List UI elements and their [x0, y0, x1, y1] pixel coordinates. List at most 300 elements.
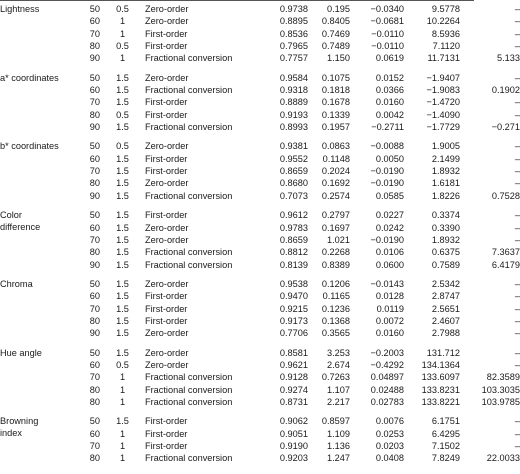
model-cell: Fractional conversion: [145, 396, 233, 407]
r2-cell: 0.9051: [279, 428, 308, 439]
time-cell: 1.5: [116, 416, 129, 427]
property-label: b* coordinates: [0, 141, 59, 152]
stat-cell: 0.0050: [375, 153, 404, 164]
extra-cell: 7.3637: [491, 247, 520, 258]
r2-cell: 0.9173: [279, 315, 308, 326]
rate-cell: 3.253: [327, 347, 350, 358]
temperature-cell: 50: [89, 4, 100, 14]
extra-cell: –: [514, 166, 520, 177]
extra-cell: 82.3589: [486, 372, 520, 383]
extra-cell: –: [514, 210, 520, 221]
rate-cell: 0.7263: [321, 372, 350, 383]
extra-cell: –: [514, 441, 520, 451]
table-row: [0, 396, 520, 408]
model-cell: Zero-order: [145, 359, 189, 370]
rate-cell: 0.2024: [321, 166, 350, 177]
table-row: [0, 347, 520, 359]
time-cell: 1.5: [116, 178, 129, 189]
param-cell: 2.5342: [431, 278, 460, 289]
table-row: [0, 177, 520, 189]
model-cell: First-order: [145, 416, 188, 427]
table-row: [0, 259, 520, 271]
r2-cell: 0.9190: [279, 441, 308, 451]
temperature-cell: 80: [89, 109, 100, 120]
r2-cell: 0.9381: [279, 141, 308, 152]
extra-cell: 6.4179: [491, 259, 520, 270]
group-spacer: [0, 408, 520, 415]
extra-cell: –: [514, 347, 520, 358]
stat-cell: 0.0600: [375, 259, 404, 270]
time-cell: 0.5: [116, 359, 129, 370]
property-cell: [0, 359, 62, 371]
group-spacer: [0, 133, 520, 140]
stat-cell: −0.0088: [370, 141, 404, 152]
model-cell: First-order: [145, 97, 188, 108]
model-cell: First-order: [145, 315, 188, 326]
time-cell: 1.5: [116, 72, 129, 83]
r2-cell: 0.9318: [279, 85, 308, 96]
time-cell: 0.5: [116, 109, 129, 120]
property-cell: [0, 440, 62, 452]
model-cell: First-order: [145, 153, 188, 164]
time-cell: 1.5: [116, 234, 129, 245]
property-label: Lightness: [0, 4, 40, 14]
r2-cell: 0.8993: [279, 122, 308, 133]
stat-cell: 0.02488: [370, 384, 404, 395]
table-row: [0, 109, 520, 121]
stat-cell: −0.0190: [370, 178, 404, 189]
table-row: [0, 209, 520, 221]
property-cell: [0, 28, 62, 40]
param-cell: 0.3390: [431, 222, 460, 233]
property-cell: [0, 290, 62, 302]
param-cell: 133.8221: [421, 396, 460, 407]
property-cell: [0, 371, 62, 383]
temperature-cell: 90: [89, 122, 100, 133]
time-cell: 1.5: [116, 347, 129, 358]
temperature-cell: 70: [89, 28, 100, 39]
temperature-cell: 50: [89, 278, 100, 289]
property-label: a* coordinates: [0, 72, 59, 83]
param-cell: 2.7988: [431, 328, 460, 339]
stat-cell: 0.0160: [375, 328, 404, 339]
param-cell: 133.8231: [421, 384, 460, 395]
rate-cell: 0.1697: [321, 222, 350, 233]
time-cell: 1.5: [116, 210, 129, 221]
property-cell: [0, 396, 62, 408]
time-cell: 1.5: [116, 259, 129, 270]
rate-cell: 0.7469: [321, 28, 350, 39]
stat-cell: 0.0072: [375, 315, 404, 326]
rate-cell: 0.8389: [321, 259, 350, 270]
stat-cell: 0.0106: [375, 247, 404, 258]
r2-cell: 0.9783: [279, 222, 308, 233]
table-row: [0, 96, 520, 108]
time-cell: 0.5: [116, 4, 129, 14]
table-row: [0, 290, 520, 302]
stat-cell: 0.0585: [375, 190, 404, 201]
extra-cell: –: [514, 291, 520, 302]
rate-cell: 0.1206: [321, 278, 350, 289]
model-cell: First-order: [145, 441, 188, 451]
r2-cell: 0.9584: [279, 72, 308, 83]
rate-cell: 0.1818: [321, 85, 350, 96]
rate-cell: 0.0863: [321, 141, 350, 152]
time-cell: 1: [119, 372, 126, 383]
r2-cell: 0.9470: [279, 291, 308, 302]
rate-cell: 2.674: [327, 359, 350, 370]
param-cell: −1.9407: [426, 72, 460, 83]
property-cell: [0, 140, 62, 152]
property-cell: [0, 278, 62, 290]
group-spacer: [0, 202, 520, 209]
temperature-cell: 60: [89, 291, 100, 302]
param-cell: 9.5778: [431, 4, 460, 14]
time-cell: 1.5: [116, 247, 129, 258]
rate-cell: 1.247: [327, 453, 350, 464]
r2-cell: 0.9062: [279, 416, 308, 427]
extra-cell: 103.9785: [481, 396, 520, 407]
stat-cell: 0.04897: [370, 372, 404, 383]
model-cell: Fractional conversion: [145, 453, 233, 464]
group-spacer: [0, 271, 520, 278]
r2-cell: 0.7073: [279, 190, 308, 201]
property-cell: [0, 234, 62, 246]
table-row: [0, 15, 520, 27]
table-row: [0, 415, 520, 427]
table-row: [0, 165, 520, 177]
temperature-cell: 60: [89, 85, 100, 96]
stat-cell: 0.0042: [375, 109, 404, 120]
extra-cell: –: [514, 359, 520, 370]
property-cell: [0, 209, 62, 233]
stat-cell: 0.0242: [375, 222, 404, 233]
property-cell: [0, 3, 62, 15]
extra-cell: −0.271: [491, 122, 520, 133]
stat-cell: −0.0110: [371, 28, 404, 39]
rate-cell: 0.1957: [321, 122, 350, 133]
r2-cell: 0.8659: [279, 166, 308, 177]
extra-cell: 5.133: [497, 53, 520, 64]
model-cell: Zero-order: [145, 278, 189, 289]
stat-cell: −0.0340: [370, 4, 404, 14]
time-cell: 1.5: [116, 315, 129, 326]
extra-cell: –: [514, 153, 520, 164]
rate-cell: 2.217: [327, 396, 350, 407]
stat-cell: 0.02783: [370, 396, 404, 407]
rate-cell: 0.1075: [321, 72, 350, 83]
rate-cell: 0.1692: [321, 178, 350, 189]
extra-cell: 103.3035: [481, 384, 520, 395]
extra-cell: –: [514, 72, 520, 83]
rate-cell: 0.1678: [321, 97, 350, 108]
r2-cell: 0.8731: [279, 396, 308, 407]
table-row: [0, 84, 520, 96]
param-cell: 2.5651: [431, 303, 460, 314]
stat-cell: 0.0076: [375, 416, 404, 427]
table-row: [0, 234, 520, 246]
time-cell: 0.5: [116, 41, 129, 52]
temperature-cell: 60: [89, 359, 100, 370]
extra-cell: –: [514, 28, 520, 39]
model-cell: Zero-order: [145, 141, 189, 152]
param-cell: 1.9005: [431, 141, 460, 152]
extra-cell: –: [514, 278, 520, 289]
table-row: [0, 28, 520, 40]
table-top-rule: [0, 0, 474, 1]
rate-cell: 0.3565: [321, 328, 350, 339]
r2-cell: 0.8680: [279, 178, 308, 189]
model-cell: Zero-order: [145, 328, 189, 339]
model-cell: First-order: [145, 109, 188, 120]
temperature-cell: 70: [89, 303, 100, 314]
time-cell: 1.5: [116, 97, 129, 108]
rate-cell: 0.1236: [321, 303, 350, 314]
temperature-cell: 50: [89, 416, 100, 427]
property-cell: [0, 40, 62, 52]
time-cell: 1.5: [116, 166, 129, 177]
r2-cell: 0.7706: [279, 328, 308, 339]
table-row: [0, 3, 520, 15]
stat-cell: −0.4292: [370, 359, 404, 370]
r2-cell: 0.7965: [279, 41, 308, 52]
table-row: [0, 278, 520, 290]
extra-cell: –: [514, 97, 520, 108]
param-cell: 133.6097: [421, 372, 460, 383]
table-row: [0, 452, 520, 464]
model-cell: First-order: [145, 428, 188, 439]
model-cell: Fractional conversion: [145, 372, 233, 383]
table-body: [0, 3, 520, 465]
temperature-cell: 60: [89, 222, 100, 233]
property-cell: [0, 415, 62, 439]
property-cell: [0, 452, 62, 464]
rate-cell: 0.195: [327, 4, 350, 14]
property-cell: [0, 153, 62, 165]
stat-cell: −0.0110: [371, 41, 404, 52]
model-cell: Zero-order: [145, 178, 189, 189]
r2-cell: 0.7757: [279, 53, 308, 64]
temperature-cell: 60: [89, 16, 100, 27]
time-cell: 1: [119, 384, 126, 395]
time-cell: 1.5: [116, 153, 129, 164]
rate-cell: 0.2574: [321, 190, 350, 201]
param-cell: 1.8226: [431, 190, 460, 201]
extra-cell: 0.1902: [491, 85, 520, 96]
param-cell: 134.1364: [421, 359, 460, 370]
r2-cell: 0.8812: [279, 247, 308, 258]
r2-cell: 0.9203: [279, 453, 308, 464]
param-cell: 0.6375: [431, 247, 460, 258]
temperature-cell: 60: [89, 428, 100, 439]
model-cell: Zero-order: [145, 4, 189, 14]
temperature-cell: 50: [89, 210, 100, 221]
rate-cell: 0.7489: [321, 41, 350, 52]
temperature-cell: 80: [89, 178, 100, 189]
table-row: [0, 222, 520, 234]
r2-cell: 0.8139: [279, 259, 308, 270]
param-cell: −1.4090: [426, 109, 460, 120]
param-cell: 1.6181: [431, 178, 460, 189]
extra-cell: –: [514, 109, 520, 120]
temperature-cell: 70: [89, 97, 100, 108]
property-label: Chroma: [0, 278, 33, 289]
group-spacer: [0, 340, 520, 347]
stat-cell: 0.0119: [376, 303, 404, 314]
temperature-cell: 70: [89, 234, 100, 245]
table-row: [0, 153, 520, 165]
param-cell: 0.7589: [431, 259, 460, 270]
param-cell: 1.8932: [431, 234, 460, 245]
rate-cell: 0.2268: [321, 247, 350, 258]
model-cell: Zero-order: [145, 222, 189, 233]
temperature-cell: 70: [89, 166, 100, 177]
extra-cell: –: [514, 41, 520, 52]
extra-cell: –: [514, 16, 520, 27]
extra-cell: –: [514, 315, 520, 326]
time-cell: 1.5: [116, 303, 129, 314]
stat-cell: −0.0190: [370, 234, 404, 245]
table-row: [0, 327, 520, 339]
model-cell: Zero-order: [145, 72, 189, 83]
time-cell: 1: [119, 53, 126, 64]
param-cell: 131.712: [426, 347, 460, 358]
extra-cell: –: [514, 328, 520, 339]
time-cell: 1: [119, 428, 126, 439]
property-cell: [0, 15, 62, 27]
temperature-cell: 60: [89, 153, 100, 164]
property-cell: [0, 177, 62, 189]
param-cell: 2.4607: [431, 315, 460, 326]
stat-cell: 0.0152: [375, 72, 404, 83]
property-cell: [0, 315, 62, 327]
r2-cell: 0.9621: [279, 359, 308, 370]
param-cell: 11.7131: [427, 53, 460, 64]
param-cell: 7.8249: [431, 453, 460, 464]
temperature-cell: 50: [89, 141, 100, 152]
time-cell: 1: [119, 16, 126, 27]
property-label: Browning index: [0, 416, 39, 439]
rate-cell: 0.2797: [321, 210, 350, 221]
r2-cell: 0.8536: [279, 28, 308, 39]
rate-cell: 0.1165: [322, 291, 350, 302]
time-cell: 1.5: [116, 291, 129, 302]
rate-cell: 0.1368: [321, 315, 350, 326]
rate-cell: 1.136: [327, 441, 350, 451]
param-cell: −1.4720: [426, 97, 460, 108]
model-cell: Zero-order: [145, 16, 189, 27]
r2-cell: 0.9612: [279, 210, 308, 221]
table-row: [0, 140, 520, 152]
property-cell: [0, 121, 62, 133]
temperature-cell: 50: [89, 72, 100, 83]
r2-cell: 0.9193: [279, 109, 308, 120]
time-cell: 1.5: [116, 328, 129, 339]
extra-cell: –: [514, 178, 520, 189]
rate-cell: 1.109: [327, 428, 350, 439]
time-cell: 1.5: [116, 222, 129, 233]
stat-cell: 0.0160: [375, 97, 404, 108]
model-cell: Fractional conversion: [145, 122, 233, 133]
rate-cell: 1.107: [327, 384, 350, 395]
temperature-cell: 80: [89, 247, 100, 258]
stat-cell: −0.0681: [370, 16, 404, 27]
param-cell: 2.8747: [431, 291, 460, 302]
temperature-cell: 90: [89, 53, 100, 64]
r2-cell: 0.9274: [279, 384, 308, 395]
stat-cell: 0.0203: [375, 441, 404, 451]
r2-cell: 0.8895: [279, 16, 308, 27]
param-cell: 8.5936: [431, 28, 460, 39]
stat-cell: 0.0128: [375, 291, 404, 302]
table-row: [0, 52, 520, 64]
model-cell: Zero-order: [145, 234, 189, 245]
property-cell: [0, 52, 62, 64]
property-cell: [0, 72, 62, 84]
table-row: [0, 190, 520, 202]
stat-cell: 0.0408: [375, 453, 404, 464]
r2-cell: 0.8889: [279, 97, 308, 108]
extra-cell: –: [514, 141, 520, 152]
extra-cell: 0.7528: [491, 190, 520, 201]
time-cell: 1: [119, 28, 126, 39]
temperature-cell: 50: [89, 347, 100, 358]
extra-cell: –: [514, 428, 520, 439]
property-cell: [0, 109, 62, 121]
property-cell: [0, 347, 62, 359]
table-row: [0, 384, 520, 396]
table-row: [0, 121, 520, 133]
model-cell: Fractional conversion: [145, 247, 233, 258]
rate-cell: 0.1339: [321, 109, 350, 120]
stat-cell: 0.0366: [375, 85, 404, 96]
model-cell: Zero-order: [145, 347, 189, 358]
property-cell: [0, 384, 62, 396]
property-label: Hue angle: [0, 347, 42, 358]
stat-cell: −0.0143: [370, 278, 404, 289]
extra-cell: –: [514, 4, 520, 14]
model-cell: First-order: [145, 291, 188, 302]
property-cell: [0, 246, 62, 258]
temperature-cell: 80: [89, 41, 100, 52]
temperature-cell: 90: [89, 190, 100, 201]
rate-cell: 0.1148: [322, 153, 350, 164]
temperature-cell: 80: [89, 453, 100, 464]
time-cell: 1: [119, 441, 126, 451]
stat-cell: 0.0227: [375, 210, 404, 221]
time-cell: 1.5: [116, 190, 129, 201]
time-cell: 1: [119, 453, 126, 464]
extra-cell: –: [514, 303, 520, 314]
model-cell: Fractional conversion: [145, 85, 233, 96]
property-cell: [0, 190, 62, 202]
rate-cell: 1.021: [327, 234, 350, 245]
temperature-cell: 80: [89, 396, 100, 407]
rate-cell: 0.8405: [321, 16, 350, 27]
stat-cell: −0.2003: [370, 347, 404, 358]
time-cell: 1.5: [116, 85, 129, 96]
model-cell: First-order: [145, 210, 188, 221]
param-cell: −1.7729: [426, 122, 460, 133]
model-cell: First-order: [145, 166, 188, 177]
r2-cell: 0.9552: [279, 153, 308, 164]
time-cell: 1.5: [116, 278, 129, 289]
r2-cell: 0.9128: [279, 372, 308, 383]
table-row: [0, 315, 520, 327]
param-cell: 7.1120: [432, 41, 460, 52]
property-cell: [0, 303, 62, 315]
table-row: [0, 246, 520, 258]
